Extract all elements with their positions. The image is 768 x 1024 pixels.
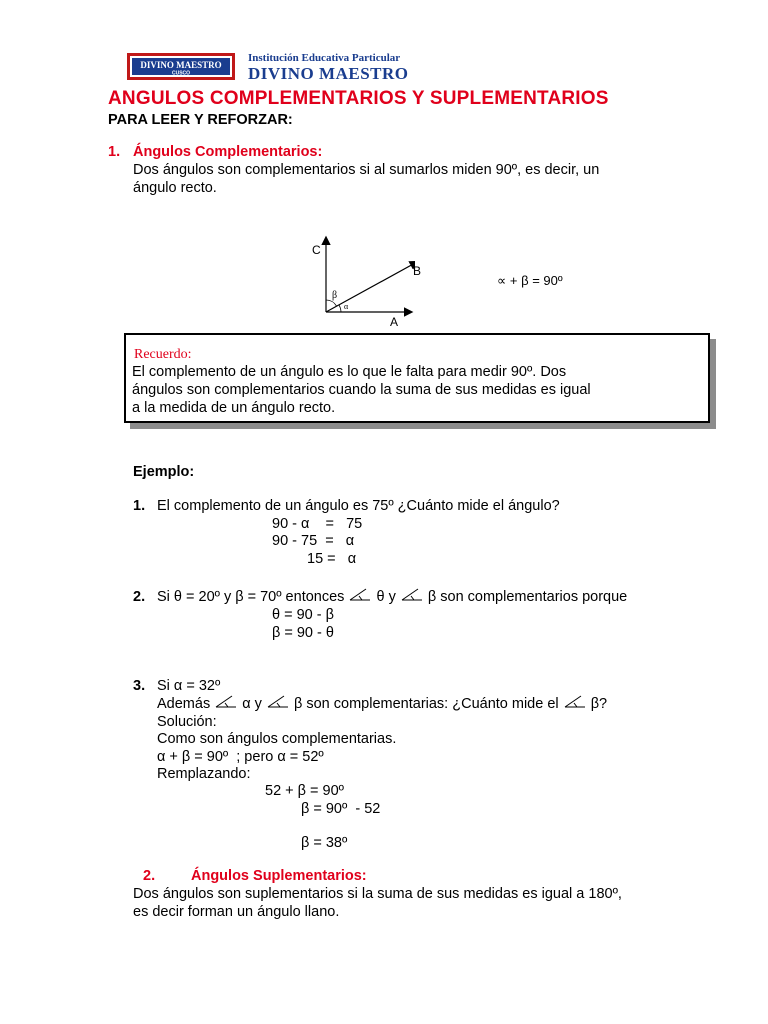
ex1-question: El complemento de un ángulo es 75º ¿Cuánto mide el ángulo? [157,498,560,514]
ex2-part3: β son complementarios porque [427,589,628,605]
angle-symbol-icon [214,695,238,709]
page-title: ANGULOS COMPLEMENTARIOS Y SUPLEMENTARIOS [108,88,609,109]
ex2-step1: θ = 90 - β [272,607,334,623]
section1-heading: Ángulos Complementarios: [133,144,323,160]
ex3-statement [157,695,607,713]
page-subtitle: PARA LEER Y REFORZAR: [108,112,293,128]
ex3-alpha: α y [242,696,262,712]
diagram-label-a: A [390,315,399,329]
ex3-como: Como son ángulos complementarias. [157,731,397,747]
ejemplo-heading: Ejemplo: [133,464,195,480]
institution-name [248,52,409,84]
ray-b [326,262,415,312]
ex3-ademas: Además [157,696,211,712]
recuerdo-box [124,333,710,423]
complementary-formula: ∝ + β = 90º [497,273,563,288]
ex3-remplazando: Remplazando: [157,766,251,782]
ex1-number: 1. [133,498,146,514]
ex2-part2: θ y [376,589,396,605]
section2-text-line2: es decir forman un ángulo llano. [133,904,340,920]
institution-type: Institución Educativa Particular [248,52,401,64]
section2-text-line1: Dos ángulos son suplementarios si la suma de sus medidas es igual a 180º, [133,886,622,902]
ex3-beta: β? [590,696,608,712]
diagram-label-beta: β [332,290,338,301]
complementary-angle-diagram [305,230,415,330]
section1-text-line1: Dos ángulos son complementarios si al sumarlos miden 90º, es decir, un [133,162,600,178]
diagram-label-b: B [413,264,422,278]
angle-symbol-icon [400,588,424,602]
ex2-part1: Si θ = 20º y β = 70º entonces [157,589,345,605]
diagram-label-alpha: α [344,302,349,311]
ex3-result: β = 38º [301,835,348,851]
badge-text-city: CUSCO [171,70,191,77]
ex2-statement [157,588,627,606]
arc-alpha [339,305,341,312]
recuerdo-line3: a la medida de un ángulo recto. [132,400,336,416]
ex3-equation: α + β = 90º ; pero α = 52º [157,749,324,765]
ex1-step2: 90 - 75 = α [272,533,355,549]
ex3-step2: β = 90º - 52 [301,801,381,817]
angle-symbol-icon [563,695,587,709]
badge-text-main: DIVINO MAESTRO [140,60,222,70]
ex3-step1: 52 + β = 90º [265,783,344,799]
ex3-question: β son complementarias: ¿Cuánto mide el [294,696,559,712]
angle-symbol-icon [266,695,290,709]
ex2-step2: β = 90 - θ [272,625,334,641]
ex3-solucion: Solución: [157,714,217,730]
school-logo-badge [127,53,235,80]
section1-number: 1. [108,144,121,160]
recuerdo-label: Recuerdo: [134,347,192,362]
diagram-label-c: C [312,243,321,257]
ex3-given: Si α = 32º [157,678,221,694]
recuerdo-line2: ángulos son complementarios cuando la suma de sus medidas es igual [132,382,591,398]
ex3-number: 3. [133,678,146,694]
ex2-number: 2. [133,589,146,605]
angle-symbol-icon [348,588,372,602]
recuerdo-line1: El complemento de un ángulo es lo que le falta para medir 90º. Dos [132,364,567,380]
section2-number: 2. [143,868,156,884]
institution-title: DIVINO MAESTRO [248,64,409,83]
ex1-step3: 15 = α [307,551,357,567]
section1-text-line2: ángulo recto. [133,180,217,196]
section2-heading: Ángulos Suplementarios: [191,868,367,884]
ex1-step1: 90 - α = 75 [272,516,363,532]
